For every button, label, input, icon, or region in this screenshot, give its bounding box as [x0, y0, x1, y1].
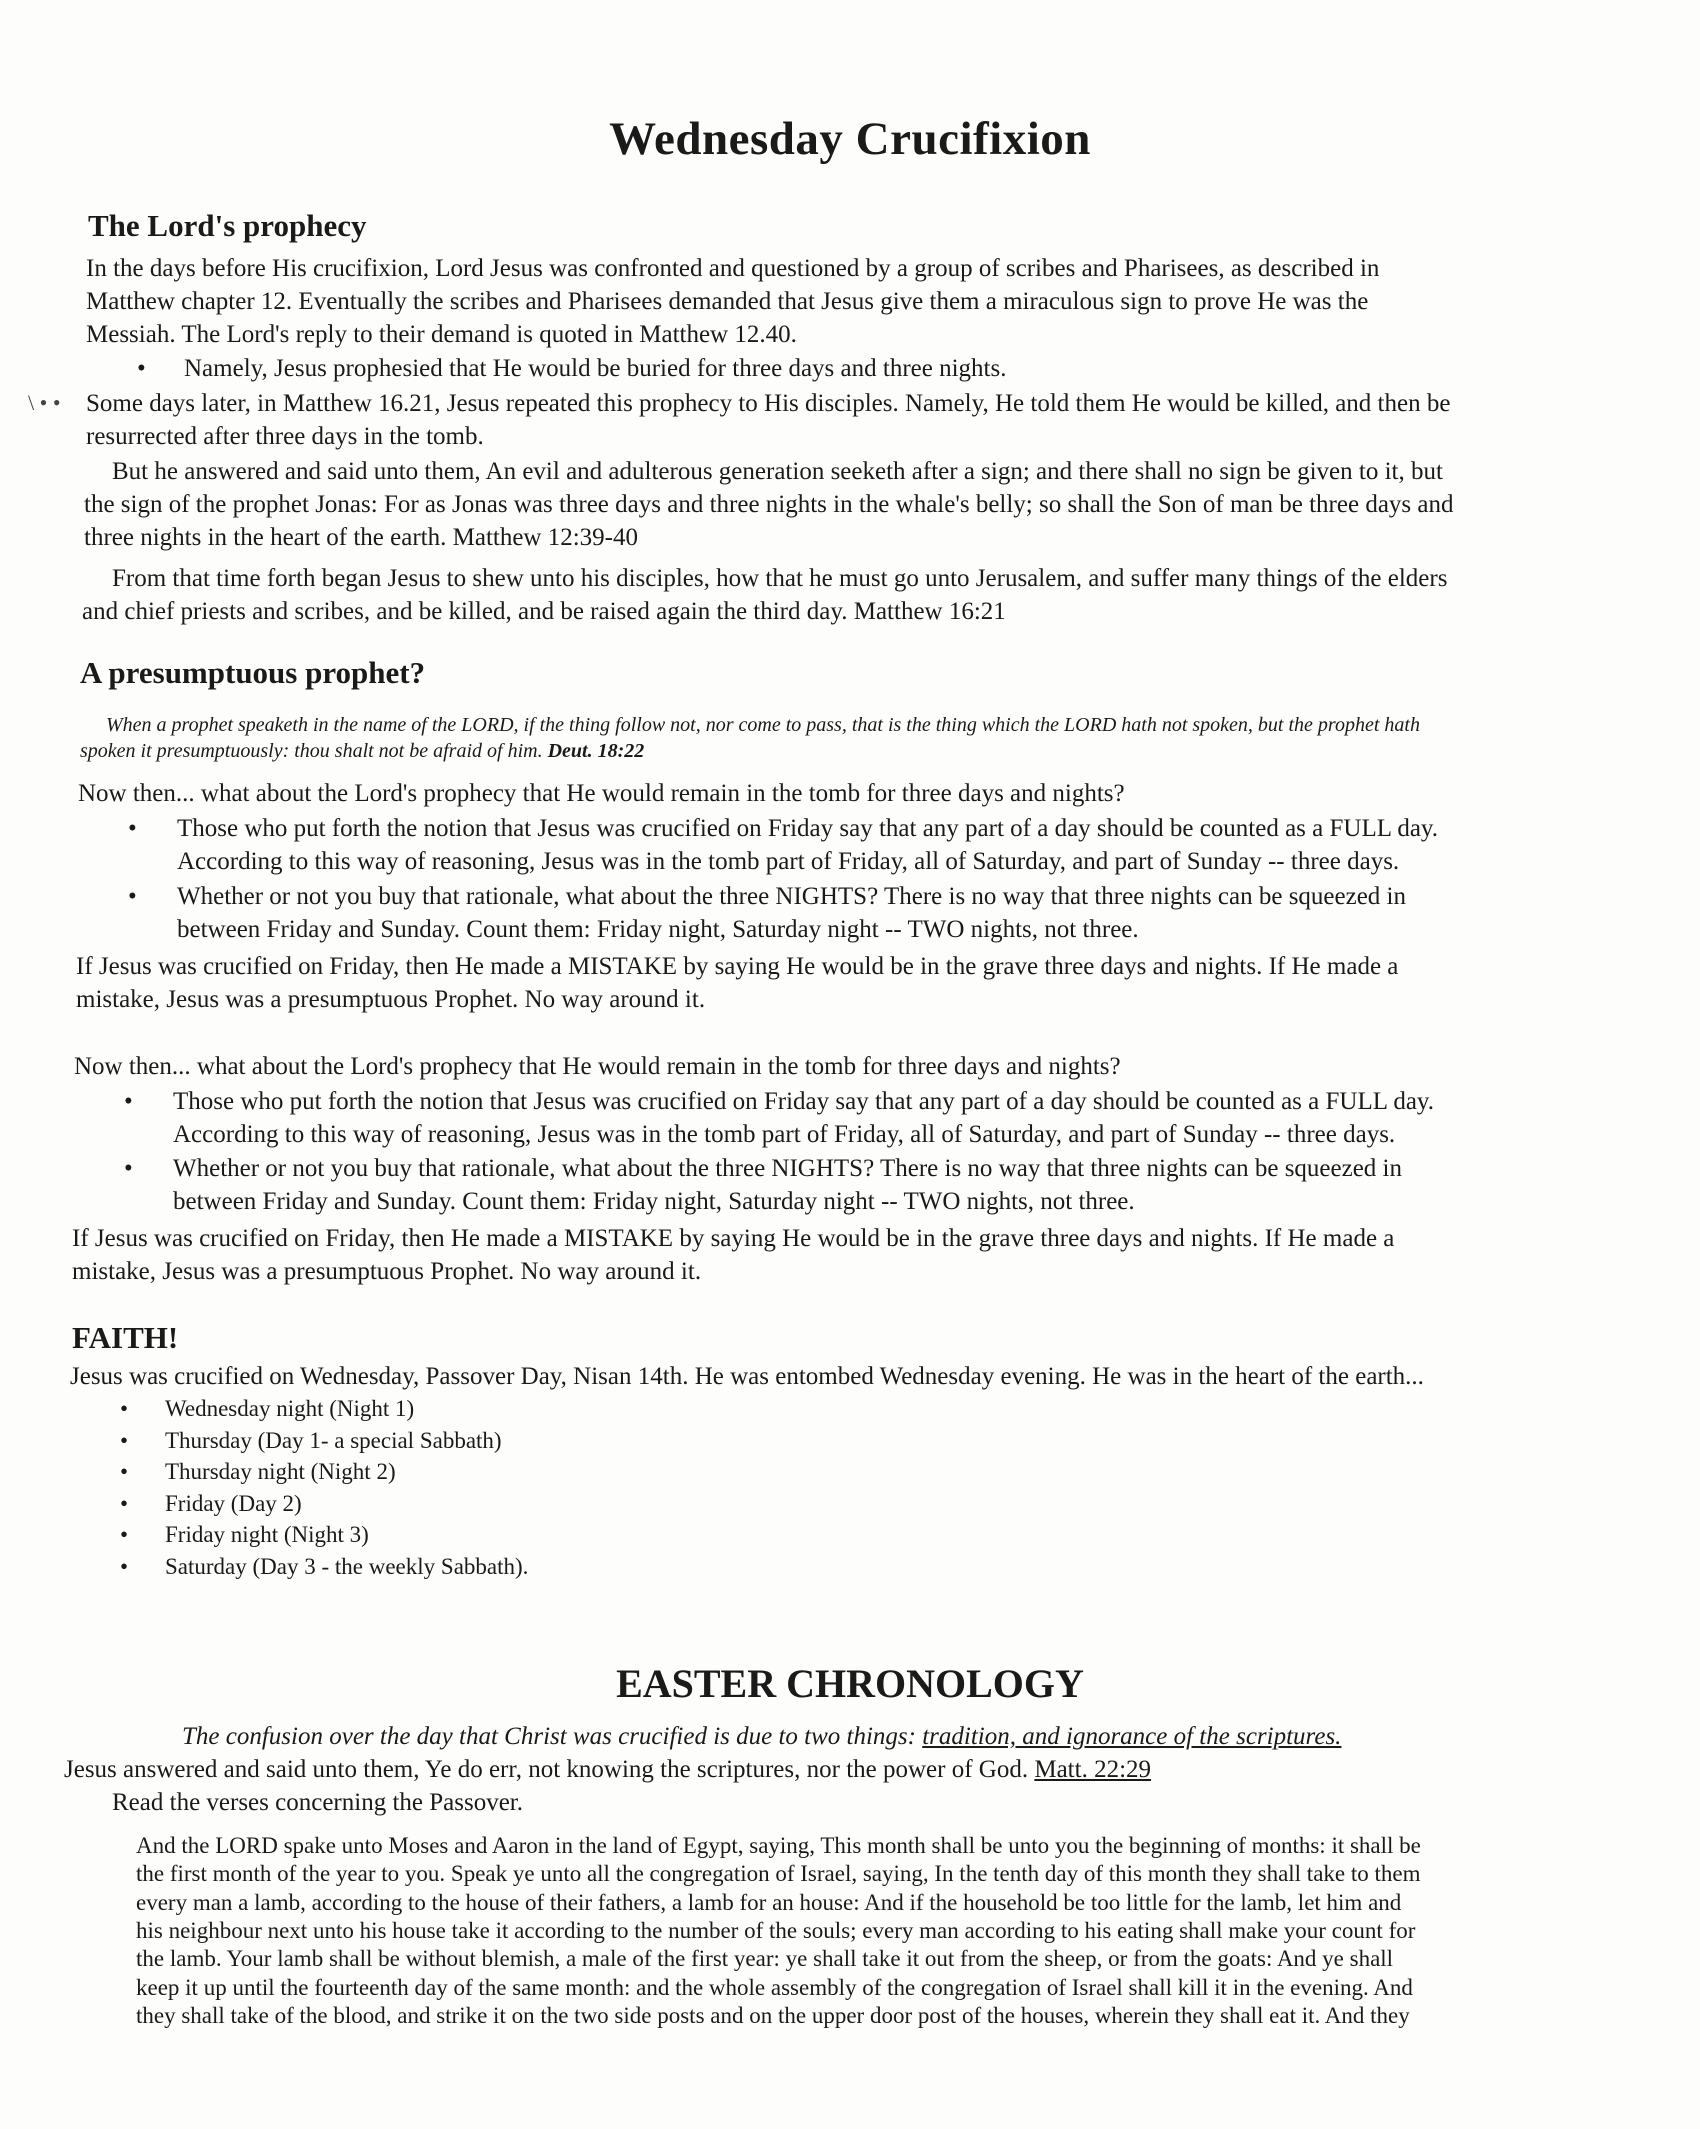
block1-outcome-line-1: If Jesus was crucified on Friday, then He made a MISTAKE by saying He would be in the grave three days and nights. If He made a: [76, 953, 1399, 980]
verse-matt-22-text: Jesus answered and said unto them, Ye do err, not knowing the scriptures, nor the power of God.: [64, 1756, 1035, 1783]
para-repeat-line-1: Some days later, in Matthew 16.21, Jesus repeated this prophecy to His disciples. Namely, He told them He would be killed, and then be: [86, 390, 1451, 417]
list-item-text: Friday (Day 2): [165, 1490, 302, 1516]
list-item: [120, 1488, 528, 1520]
block1-bullet-1-line-1: Those who put forth the notion that Jesus was crucified on Friday say that any part of a day should be counted as a FULL day.: [177, 815, 1439, 842]
page-title: Wednesday Crucifixion: [609, 113, 1091, 165]
list-item-text: Saturday (Day 3 - the weekly Sabbath).: [165, 1553, 529, 1579]
bullet-prophecy-text: Namely, Jesus prophesied that He would be buried for three days and three nights.: [184, 355, 1007, 382]
verse-matthew-12-line-1: But he answered and said unto them, An evil and adulterous generation seeketh after a sign; and there shall no sign be given to it, but: [112, 458, 1443, 485]
quote-deut-line-1: When a prophet speaketh in the name of the LORD, if the thing follow not, nor come to pass, that is the thing which the LORD hath not spoken, but the prophet hath: [106, 714, 1420, 736]
easter-lead-underlined: tradition, and ignorance of the scriptures.: [922, 1723, 1342, 1750]
list-item-text: Friday night (Night 3): [165, 1522, 369, 1547]
exodus-line-7: they shall take of the blood, and strike it on the two side posts and on the upper door post of the houses, wherein they shall eat it. And they: [136, 2003, 1410, 2028]
block2-outcome-line-1: If Jesus was crucified on Friday, then He made a MISTAKE by saying He would be in the grave three days and nights. If He made a: [72, 1225, 1395, 1252]
easter-lead-text: The confusion over the day that Christ was crucified is due to two things:: [182, 1723, 923, 1750]
block2-bullet-1-line-2: According to this way of reasoning, Jesus was in the tomb part of Friday, all of Saturday, and part of Sunday -- three days.: [173, 1121, 1396, 1148]
block2-bullet-1-line-1: Those who put forth the notion that Jesus was crucified on Friday say that any part of a day should be counted as a FULL day.: [173, 1088, 1435, 1115]
quote-deut-text: spoken it presumptuously: thou shalt not be afraid of him.: [80, 740, 543, 762]
para-intro-line-2: Matthew chapter 12. Eventually the scribes and Pharisees demanded that Jesus give them a miraculous sign to prove He was the: [86, 288, 1369, 315]
quote-deut-line-2: [80, 737, 644, 765]
bullet-dot: •: [120, 1396, 129, 1421]
para-intro-line-1: In the days before His crucifixion, Lord Jesus was confronted and questioned by a group of scribes and Pharisees, as described in: [86, 255, 1380, 282]
bullet-dot: •: [128, 883, 137, 910]
section-heading-presumptuous: A presumptuous prophet?: [80, 655, 426, 690]
bullet-dot: •: [128, 815, 137, 842]
block1-outcome-line-2: mistake, Jesus was a presumptuous Prophet. No way around it.: [76, 986, 706, 1013]
block1-bullet-2-line-2: between Friday and Sunday. Count them: Friday night, Saturday night -- TWO nights, not three.: [177, 916, 1139, 943]
list-item: [120, 1551, 528, 1583]
list-item: [120, 1393, 528, 1425]
faith-day-list: [120, 1393, 528, 1582]
exodus-line-5: the lamb. Your lamb shall be without blemish, a male of the first year: ye shall take it out from the sheep, or from the goats: And ye shall: [136, 1946, 1394, 1971]
block2-intro: Now then... what about the Lord's prophecy that He would remain in the tomb for three days and nights?: [74, 1053, 1121, 1080]
bullet-dot: •: [124, 1088, 133, 1115]
verse-matt-22: [64, 1753, 1151, 1786]
list-item: [120, 1425, 528, 1457]
read-passover-instruction: Read the verses concerning the Passover.: [112, 1789, 523, 1816]
block1-bullet-1-line-2: According to this way of reasoning, Jesus was in the tomb part of Friday, all of Saturday, and part of Sunday -- three days.: [177, 848, 1400, 875]
margin-mark: \ • •: [28, 390, 61, 415]
exodus-line-4: his neighbour next unto his house take it according to the number of the souls; every man according to his eating shall make your count for: [136, 1918, 1416, 1943]
bullet-dot: •: [120, 1553, 129, 1579]
verse-matthew-16-line-1: From that time forth began Jesus to shew unto his disciples, how that he must go unto Jerusalem, and suffer many things of the elders: [112, 565, 1448, 592]
exodus-line-6: keep it up until the fourteenth day of the same month: and the whole assembly of the congregation of Israel shall kill it in the evening. And: [136, 1975, 1413, 2000]
exodus-line-1: And the LORD spake unto Moses and Aaron in the land of Egypt, saying, This month shall be unto you the beginning of months: it shall be: [136, 1833, 1421, 1858]
bullet-dot: •: [120, 1522, 129, 1547]
quote-deut-ref: Deut. 18:22: [547, 740, 645, 762]
block1-bullet-2-line-1: Whether or not you buy that rationale, what about the three NIGHTS? There is no way that three nights can be squeezed in: [177, 883, 1407, 910]
section-heading-faith: FAITH!: [72, 1320, 179, 1355]
list-item: [120, 1456, 528, 1488]
para-intro-line-3: Messiah. The Lord's reply to their demand is quoted in Matthew 12.40.: [86, 321, 797, 348]
exodus-line-3: every man a lamb, according to the house of their fathers, a lamb for an house: And if the household be too little for the lamb, let him and: [136, 1890, 1402, 1915]
verse-matthew-16-line-2: and chief priests and scribes, and be killed, and be raised again the third day. Matthew 16:21: [82, 598, 1006, 625]
list-item-text: Thursday (Day 1- a special Sabbath): [165, 1427, 502, 1453]
list-item-text: Wednesday night (Night 1): [165, 1396, 415, 1421]
block2-bullet-2-line-2: between Friday and Sunday. Count them: Friday night, Saturday night -- TWO nights, not three.: [173, 1188, 1135, 1215]
easter-lead: [182, 1720, 1341, 1753]
faith-intro: Jesus was crucified on Wednesday, Passover Day, Nisan 14th. He was entombed Wednesday evening. He was in the heart of the earth...: [70, 1363, 1424, 1390]
list-item-text: Thursday night (Night 2): [165, 1459, 396, 1484]
verse-matthew-12-line-2: the sign of the prophet Jonas: For as Jonas was three days and three nights in the whale's belly; so shall the Son of man be three days and: [84, 491, 1454, 518]
block2-outcome-line-2: mistake, Jesus was a presumptuous Prophet. No way around it.: [72, 1258, 702, 1285]
block2-bullet-2-line-1: Whether or not you buy that rationale, what about the three NIGHTS? There is no way that three nights can be squeezed in: [173, 1155, 1403, 1182]
bullet-dot: •: [120, 1490, 129, 1516]
verse-matt-22-ref: Matt. 22:29: [1034, 1756, 1152, 1783]
bullet-dot: •: [120, 1459, 129, 1484]
exodus-line-2: the first month of the year to you. Speak ye unto all the congregation of Israel, saying, In the tenth day of this month they shall take to them: [136, 1861, 1421, 1886]
bullet-dot: •: [120, 1427, 129, 1453]
bullet-dot: •: [124, 1155, 133, 1182]
list-item: [120, 1519, 528, 1551]
section-heading-lords-prophecy: The Lord's prophecy: [88, 208, 367, 243]
bullet-dot: •: [137, 355, 146, 382]
para-repeat-line-2: resurrected after three days in the tomb.: [86, 423, 484, 450]
block1-intro: Now then... what about the Lord's prophecy that He would remain in the tomb for three days and nights?: [78, 780, 1125, 807]
verse-matthew-12-line-3: three nights in the heart of the earth. Matthew 12:39-40: [84, 524, 639, 551]
section-heading-easter-chronology: EASTER CHRONOLOGY: [616, 1661, 1084, 1706]
